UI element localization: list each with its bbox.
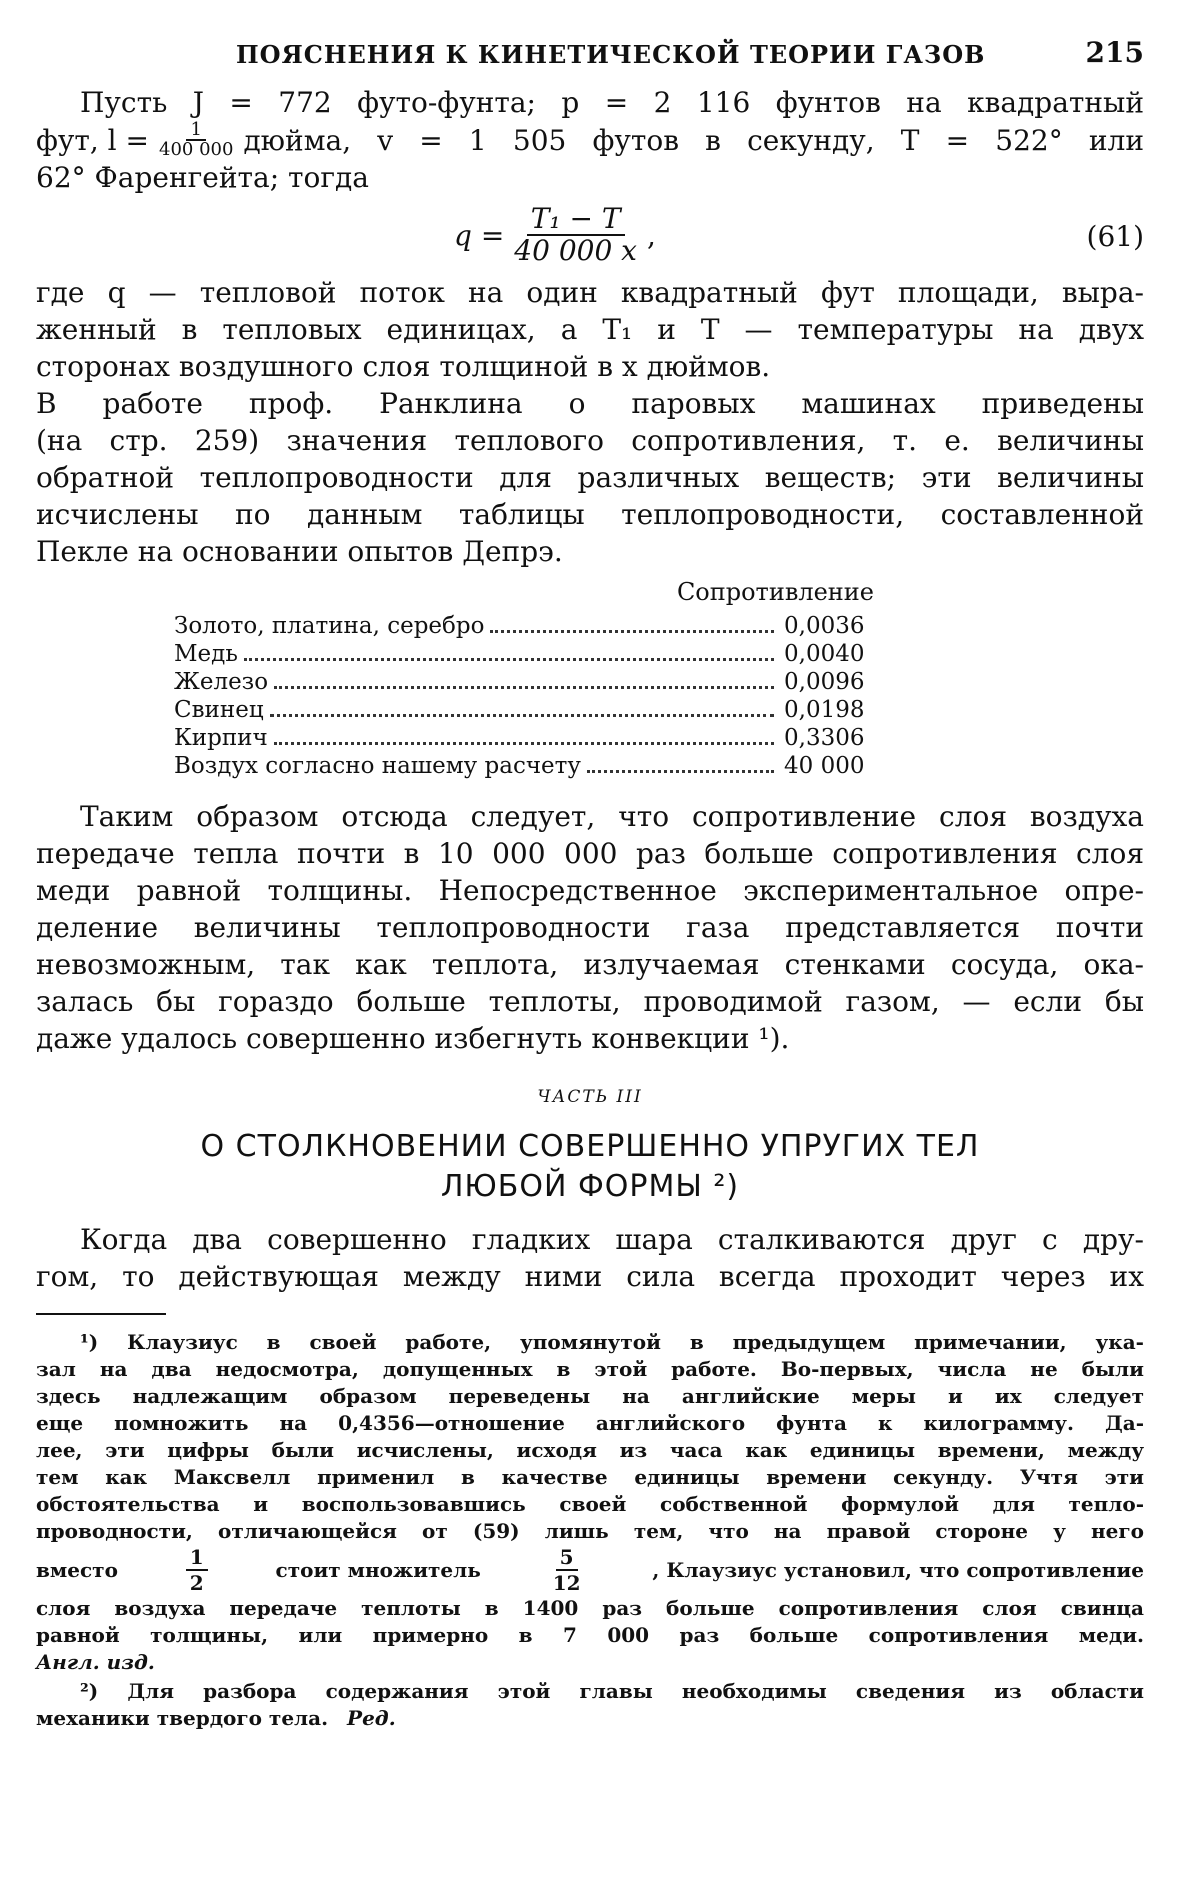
page-header — [36, 26, 1144, 69]
text-line: (на стр. 259) значения теплового сопротивления, т. е. величины — [36, 424, 1144, 457]
footnote-line: ²) Для разбора содержания этой главы необходимы сведения из области — [80, 1679, 1144, 1703]
table-cell-substance: Кирпич — [174, 725, 268, 751]
table-row — [174, 668, 874, 696]
fraction-numerator: 1 — [186, 121, 205, 141]
paragraph-rankine — [36, 385, 1144, 422]
paragraph-conclusion — [36, 798, 1144, 1057]
footnote-line: слоя воздуха передаче теплоты в 1400 раз больше сопротивления слоя свинца — [36, 1596, 1144, 1620]
intro-paragraph-cont — [36, 121, 1144, 159]
table-header: Сопротивление — [676, 578, 874, 606]
table-cell-substance: Золото, платина, серебро — [174, 613, 485, 639]
section-title-line: ЛЮБОЙ ФОРМЫ ²) — [440, 1169, 740, 1204]
footnote-text: механики твердого тела. — [36, 1706, 329, 1730]
text-line: Пекле на основании опытов Депрэ. — [36, 535, 563, 568]
footnote-line: зал на два недосмотра, допущенных в этой работе. Во-первых, числа не были — [36, 1357, 1144, 1381]
formula-tail: , — [646, 218, 656, 252]
table-cell-value: 40 000 — [784, 753, 865, 779]
intro-text: дюйма, v = 1 505 футов в секунду, T = 522° или — [243, 123, 1144, 157]
footnote-text: вместо — [36, 1558, 118, 1582]
footnote-inline-formula — [36, 1545, 1144, 1595]
part-label: ЧАСТЬ III — [537, 1087, 643, 1107]
footnote-text: стоит множитель — [275, 1558, 481, 1582]
intro-line: Пусть J = 772 футо-фунта; p = 2 116 фунтов на квадратный — [80, 86, 1144, 119]
leader-dots — [274, 742, 774, 745]
text-line: женный в тепловых единицах, а T₁ и T — температуры на двух — [36, 313, 1144, 346]
text-line: Таким образом отсюда следует, что сопротивление слоя воздуха — [80, 800, 1144, 833]
table-row — [174, 724, 874, 752]
intro-line: 62° Фаренгейта; тогда — [36, 161, 369, 194]
paragraph-collision — [36, 1221, 1144, 1295]
resistance-table — [174, 578, 874, 780]
text-line: Когда два совершенно гладких шара сталкиваются друг с дру- — [80, 1223, 1144, 1256]
fraction — [186, 1545, 208, 1595]
page-number: 215 — [1085, 36, 1144, 69]
paragraph-rankine-cont — [36, 422, 1144, 570]
formula-fraction — [510, 204, 641, 266]
formula — [454, 204, 656, 266]
footnote-text — [36, 1678, 1144, 1732]
running-head: ПОЯСНЕНИЯ К КИНЕТИЧЕСКОЙ ТЕОРИИ ГАЗОВ — [236, 40, 986, 69]
intro-text: фут, l = — [36, 123, 149, 157]
table-cell-substance: Железо — [174, 669, 269, 695]
table-cell-substance: Медь — [174, 641, 238, 667]
intro-paragraph — [36, 84, 1144, 121]
table-cell-value: 0,3306 — [784, 725, 865, 751]
text-line: обратной теплопроводности для различных веществ; эти величины — [36, 461, 1144, 494]
leader-dots — [244, 658, 774, 661]
formula-numerator: T₁ − T — [527, 204, 625, 236]
footnote-line: проводности, отличающейся от (59) лишь тем, что на правой стороне у него — [36, 1519, 1144, 1543]
fraction-denominator: 2 — [189, 1571, 204, 1595]
footnote-line: ¹) Клаузиус в своей работе, упомянутой в предыдущем примечании, ука- — [80, 1330, 1144, 1354]
fraction-numerator: 1 — [186, 1545, 208, 1571]
table-row — [174, 640, 874, 668]
table-cell-value: 0,0198 — [784, 697, 865, 723]
footnote-line: обстоятельства и воспользовавшись своей собственной формулой для тепло- — [36, 1492, 1144, 1516]
text-line: залась бы гораздо больше теплоты, проводимой газом, — если бы — [36, 985, 1144, 1018]
footnote-text: , Клаузиус установил, что сопротивление — [652, 1558, 1144, 1582]
table-cell-substance: Воздух согласно нашему расчету — [174, 753, 581, 779]
footnote-2 — [36, 1678, 1144, 1732]
fraction-denominator: 12 — [552, 1571, 581, 1595]
text-line: даже удалось совершенно избегнуть конвекции ¹). — [36, 1022, 790, 1055]
formula-denominator: 40 000 x — [514, 234, 637, 267]
formula-lhs: q = — [454, 218, 505, 252]
footnote-line: здесь надлежащим образом переведены на английские меры и их следует — [36, 1384, 1144, 1408]
fraction-denominator: 400 000 — [159, 139, 234, 160]
text-line: гом, то действующая между ними сила всегда проходит через их — [36, 1260, 1144, 1293]
table-cell-value: 0,0096 — [784, 669, 865, 695]
page — [36, 26, 1144, 1732]
footnote-line: лее, эти цифры были исчислены, исходя из часа как единицы времени, между — [36, 1438, 1144, 1462]
footnote-text — [36, 1329, 1144, 1545]
footnote-text — [36, 1595, 1144, 1676]
paragraph-heat-flow — [36, 274, 1144, 385]
footnote-signature: Ред. — [347, 1706, 396, 1730]
text-line: сторонах воздушного слоя толщиной в x дюймов. — [36, 350, 771, 383]
footnote-line: равной толщины, или примерно в 7 000 раз больше сопротивления меди. — [36, 1623, 1144, 1647]
text-line: где q — тепловой поток на один квадратный фут площади, выра- — [36, 276, 1144, 309]
leader-dots — [270, 714, 774, 717]
fraction-numerator: 5 — [556, 1545, 578, 1571]
table-cell-substance: Свинец — [174, 697, 264, 723]
leader-dots — [587, 770, 774, 773]
text-line: В работе проф. Ранклина о паровых машинах приведены — [36, 387, 1144, 420]
footnote-line: еще помножить на 0,4356—отношение английского фунта к килограмму. Да- — [36, 1411, 1144, 1435]
table-row — [174, 612, 874, 640]
text-line: исчислены по данным таблицы теплопроводности, составленной — [36, 498, 1144, 531]
equation-61 — [36, 196, 1144, 274]
table-cell-value: 0,0036 — [784, 613, 865, 639]
footnote-line: тем как Максвелл применил в качестве единицы времени секунду. Учтя эти — [36, 1465, 1144, 1489]
section-title-line: О СТОЛКНОВЕНИИ СОВЕРШЕННО УПРУГИХ ТЕЛ — [200, 1129, 980, 1164]
footnote-line — [36, 1705, 1144, 1732]
fraction — [549, 1545, 585, 1595]
text-line: невозможным, так как теплота, излучаемая стенками сосуда, ока- — [36, 948, 1144, 981]
intro-paragraph-end — [36, 159, 1144, 196]
table-row — [174, 696, 874, 724]
table-row — [174, 752, 874, 780]
footnote-signature: Англ. изд. — [36, 1650, 155, 1674]
fraction — [155, 121, 237, 159]
section-title — [36, 1127, 1144, 1207]
footnote-1 — [36, 1329, 1144, 1676]
text-line: передаче тепла почти в 10 000 000 раз больше сопротивления слоя — [36, 837, 1144, 870]
equation-number: (61) — [1086, 220, 1144, 253]
table-cell-value: 0,0040 — [784, 641, 865, 667]
text-line: меди равной толщины. Непосредственное экспериментальное опре- — [36, 874, 1144, 907]
footnote-rule — [36, 1313, 166, 1315]
text-line: деление величины теплопроводности газа представляется почти — [36, 911, 1144, 944]
leader-dots — [274, 686, 774, 689]
leader-dots — [490, 630, 774, 633]
